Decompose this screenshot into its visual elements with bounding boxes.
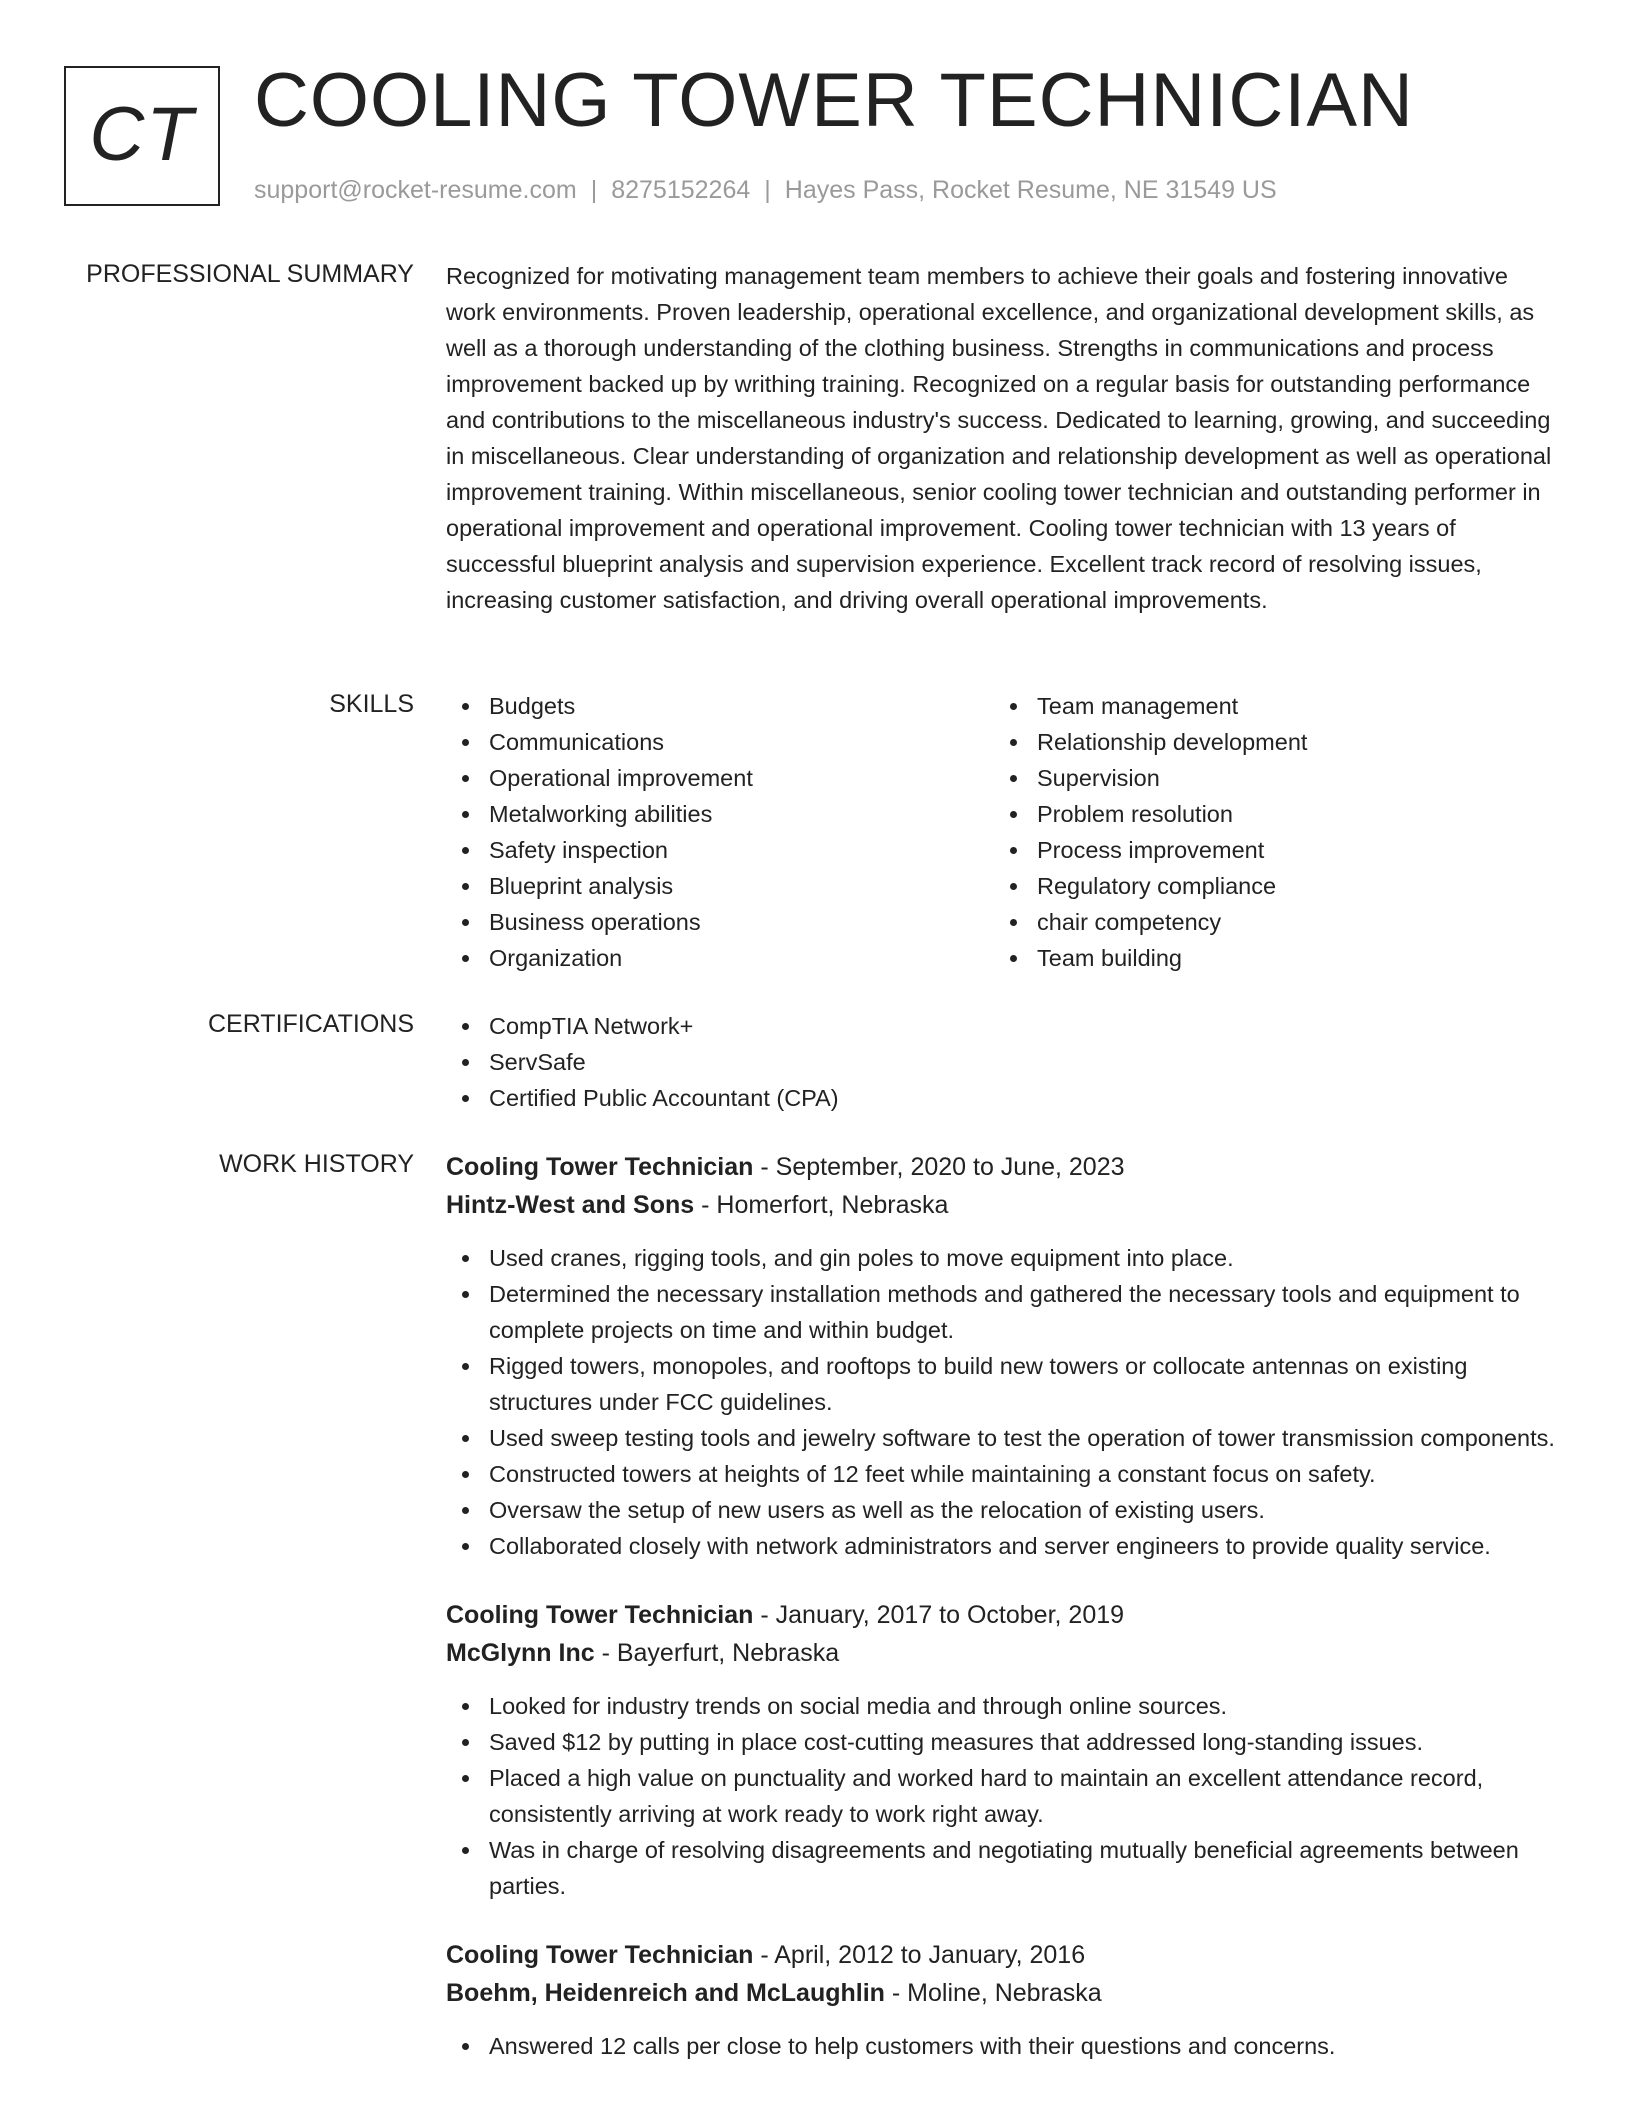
contact-email: support@rocket-resume.com [254,176,577,204]
summary-content [446,258,1558,618]
candidate-name: COOLING TOWER TECHNICIAN [254,58,1414,143]
section-label-skills: SKILLS [329,690,414,718]
contact-phone: 8275152264 [611,176,751,204]
job-company-line [446,1974,1558,2012]
contact-address: Hayes Pass, Rocket Resume, NE 31549 US [784,176,1277,204]
work-history-content [446,1148,1558,2064]
job-bullet: Used sweep testing tools and jewelry software to test the operation of tower transmission components. [446,1420,1558,1456]
skill-item: chair competency [994,904,1542,940]
contact-separator: | [764,176,771,204]
job-location: - Bayerfurt, Nebraska [594,1639,840,1667]
skills-list-right [994,688,1542,976]
job-bullet: Rigged towers, monopoles, and rooftops to build new towers or collocate antennas on existing structures under FCC guidelines. [446,1348,1558,1420]
skill-item: Operational improvement [446,760,994,796]
skills-content [446,688,1558,976]
job-dates: - January, 2017 to October, 2019 [753,1601,1125,1629]
job-bullets [446,2028,1558,2064]
summary-text: Recognized for motivating management team members to achieve their goals and fostering innovative work environments. Proven leadership, operational excellence, and organizational development skills, as well as a thorough understanding of the clothing business. Strengths in communications and process improvement backed up by writhing training. Recognized on a regular basis for outstanding performance and contributions to the miscellaneous industry's success. Dedicated to learning, growing, and succeeding in miscellaneous. Clear understanding of organization and relationship development as well as operational improvement training. Within miscellaneous, senior cooling tower technician and outstanding performer in operational improvement and operational improvement. Cooling tower technician with 13 years of successful blueprint analysis and supervision experience. Excellent track record of resolving issues, increasing customer satisfaction, and driving overall operational improvements. [446,263,1552,613]
job-bullets [446,1688,1558,1904]
certification-item: Certified Public Accountant (CPA) [446,1080,1558,1116]
skill-item: Regulatory compliance [994,868,1542,904]
job-location: - Moline, Nebraska [884,1979,1102,2007]
job-title: Cooling Tower Technician [446,1153,754,1181]
job-bullet: Answered 12 calls per close to help customers with their questions and concerns. [446,2028,1558,2064]
job-bullet: Placed a high value on punctuality and worked hard to maintain an excellent attendance record, consistently arriving at work ready to work right away. [446,1760,1558,1832]
skills-list-left [446,688,994,976]
skill-item: Budgets [446,688,994,724]
job-entry [446,1596,1558,1904]
job-title-line [446,1596,1558,1634]
skill-item: Problem resolution [994,796,1542,832]
job-location: - Homerfort, Nebraska [694,1191,949,1219]
job-company-line [446,1634,1558,1672]
job-bullet: Collaborated closely with network administrators and server engineers to provide quality service. [446,1528,1558,1564]
contact-line [254,174,1277,206]
job-company: Boehm, Heidenreich and McLaughlin [446,1979,885,2007]
skill-item: Business operations [446,904,994,940]
skill-item: Communications [446,724,994,760]
skill-item: Process improvement [994,832,1542,868]
monogram-initials: CT [89,91,195,177]
job-bullet: Used cranes, rigging tools, and gin poles to move equipment into place. [446,1240,1558,1276]
job-bullet: Oversaw the setup of new users as well as the relocation of existing users. [446,1492,1558,1528]
skill-item: Metalworking abilities [446,796,994,832]
skill-item: Organization [446,940,994,976]
skill-item: Blueprint analysis [446,868,994,904]
monogram-box [64,66,220,206]
skill-item: Supervision [994,760,1542,796]
skill-item: Safety inspection [446,832,994,868]
job-bullet: Determined the necessary installation methods and gathered the necessary tools and equipment to complete projects on time and within budget. [446,1276,1558,1348]
skill-item: Relationship development [994,724,1542,760]
certification-item: CompTIA Network+ [446,1008,1558,1044]
certification-item: ServSafe [446,1044,1558,1080]
contact-separator: | [590,176,598,204]
job-entry [446,1936,1558,2064]
job-bullet: Was in charge of resolving disagreements and negotiating mutually beneficial agreements between parties. [446,1832,1558,1904]
job-bullets [446,1240,1558,1564]
job-company: Hintz-West and Sons [446,1191,695,1219]
certifications-list [446,1008,1558,1116]
job-entry [446,1148,1558,1564]
job-company: McGlynn Inc [446,1639,595,1667]
job-title-line [446,1936,1558,1974]
job-bullet: Constructed towers at heights of 12 feet while maintaining a constant focus on safety. [446,1456,1558,1492]
job-company-line [446,1186,1558,1224]
section-label-summary: PROFESSIONAL SUMMARY [86,260,414,288]
skill-item: Team management [994,688,1542,724]
job-title: Cooling Tower Technician [446,1941,754,1969]
job-dates: - September, 2020 to June, 2023 [753,1153,1125,1181]
job-title: Cooling Tower Technician [446,1601,754,1629]
job-dates: - April, 2012 to January, 2016 [753,1941,1086,1969]
skill-item: Team building [994,940,1542,976]
certifications-content [446,1008,1558,1116]
job-bullet: Saved $12 by putting in place cost-cutting measures that addressed long-standing issues. [446,1724,1558,1760]
job-title-line [446,1148,1558,1186]
section-label-certifications: CERTIFICATIONS [207,1010,414,1038]
section-label-work-history: WORK HISTORY [219,1150,414,1178]
job-bullet: Looked for industry trends on social media and through online sources. [446,1688,1558,1724]
